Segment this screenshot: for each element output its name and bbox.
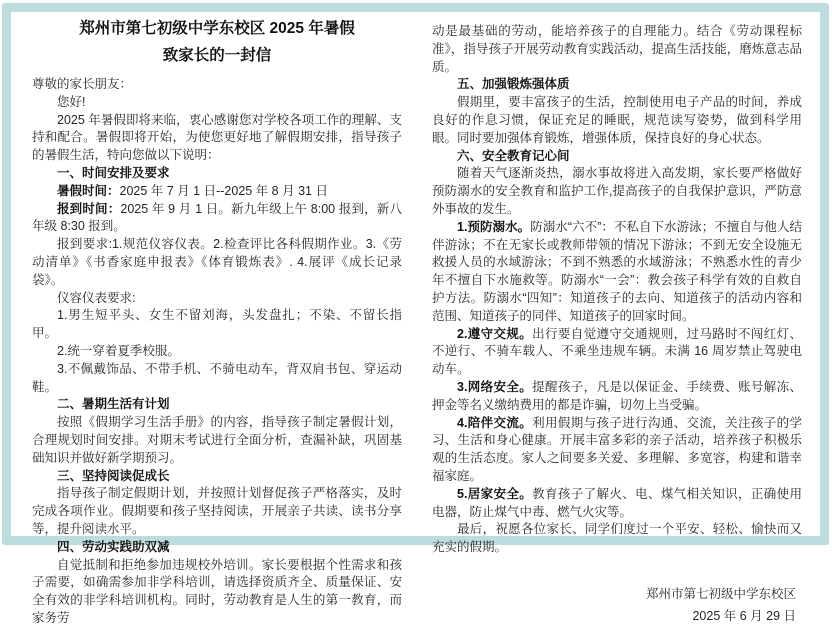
paragraph: 假期里，要丰富孩子的生活，控制使用电子产品的时间，养成良好的作息习惯，保证充足的睡眠，规范读写姿势，做到科学用眼。同时要加强体育锻炼，增强体质，保持良好的身心状态。 [432, 94, 802, 147]
left-column [32, 12, 402, 539]
paragraph: 4.陪伴交流。利用假期与孩子进行沟通、交流，关注孩子的学习、生活和身心健康。开展丰富多彩的亲子活动，培养孩子积极乐观的生活态度。家人之间要多关爱、多理解、多宽容，构建和谐幸福家庭。 [432, 415, 802, 486]
paragraph: 1.男生短平头、女生不留刘海，头发盘扎；不染、不留长指甲。 [32, 307, 402, 343]
paragraph-lead: 暑假时间： [57, 184, 120, 198]
section-heading: 五、加强锻炼强体质 [432, 76, 802, 94]
paragraph: 报到时间：2025 年 9 月 1 日。新九年级上午 8:00 报到，新八年级 8:30 报到。 [32, 201, 402, 237]
title-line-1: 郑州市第七初级中学东校区 2025 年暑假 [32, 15, 402, 42]
section-heading: 一、时间安排及要求 [32, 165, 402, 183]
signature-date: 2025 年 6 月 29 日 [432, 605, 796, 627]
signature-school: 郑州市第七初级中学东校区 [432, 583, 796, 605]
title-line-2: 致家长的一封信 [32, 42, 402, 69]
paragraph: 动是最基础的劳动，能培养孩子的自理能力。结合《劳动课程标准》，指导孩子开展劳动教育实践活动，提高生活技能，磨炼意志品质。 [432, 23, 802, 76]
paragraph-lead: 5.居家安全。 [457, 487, 532, 501]
section-heading: 四、劳动实践助双减 [32, 539, 402, 557]
paragraph: 您好! [32, 94, 402, 112]
letter-document [32, 12, 802, 539]
left-column-paragraphs [32, 76, 402, 628]
paragraph-lead: 4.陪伴交流。 [457, 416, 532, 430]
paragraph-lead: 报到时间： [57, 202, 120, 216]
document-title [32, 15, 402, 69]
paragraph: 自觉抵制和拒绝参加违规校外培训。家长要根据个性需求和孩子需要，如确需参加非学科培训，请选择资质齐全、质量保证、安全有效的非学科培训机构。同时，劳动教育是人生的第一教育，而家务劳 [32, 557, 402, 628]
section-heading: 六、安全教育记心间 [432, 148, 802, 166]
paragraph: 仪容仪表要求: [32, 290, 402, 308]
paragraph: 最后，祝愿各位家长、同学们度过一个平安、轻松、愉快而又充实的假期。 [432, 521, 802, 557]
paragraph-lead: 2.遵守交规。 [457, 327, 532, 341]
paragraph: 按照《假期学习生活手册》的内容，指导孩子制定暑假计划，合理规划时间安排。对期末考试进行全面分析，查漏补缺，巩固基础知识并做好新学期预习。 [32, 414, 402, 467]
paragraph: 随着天气逐渐炎热，溺水事故将进入高发期，家长要严格做好预防溺水的安全教育和监护工作,提高孩子的自我保护意识，严防意外事故的发生。 [432, 165, 802, 218]
section-heading: 二、暑期生活有计划 [32, 396, 402, 414]
paragraph: 3.不佩戴饰品、不带手机、不骑电动车，背双肩书包、穿运动鞋。 [32, 361, 402, 397]
signature-block [432, 583, 802, 627]
paragraph: 2025 年暑假即将来临，衷心感谢您对学校各项工作的理解、支持和配合。暑假即将开始，为使您更好地了解假期安排，指导孩子的暑假生活，特向您做以下说明： [32, 112, 402, 165]
paragraph: 1.预防溺水。防溺水“六不”：不私自下水游泳；不擅自与他人结伴游泳；不在无家长或教师带领的情况下游泳；不到无安全设施无救援人员的水域游泳；不到不熟悉的水域游泳；不熟悉水性的青少年不擅自下水施救等。防溺水“一会”：教会孩子科学有效的自救自护方法。防溺水“四知”：知道孩子的去向、知道孩子的活动内容和范围、知道孩子的同伴、知道孩子的回家时间。 [432, 219, 802, 326]
right-column-paragraphs [432, 23, 802, 557]
paragraph: 暑假时间：2025 年 7 月 1 日--2025 年 8 月 31 日 [32, 183, 402, 201]
paragraph-lead: 1.预防溺水。 [457, 220, 530, 234]
paragraph-lead: 3.网络安全。 [457, 380, 532, 394]
paragraph: 3.网络安全。提醒孩子，凡是以保证金、手续费、账号解冻、押金等名义缴纳费用的都是诈骗，切勿上当受骗。 [432, 379, 802, 415]
right-column [432, 12, 802, 539]
paragraph: 2.遵守交规。出行要自觉遵守交通规则，过马路时不闯红灯、不逆行、不骑车载人、不乘坐违规车辆。未满 16 周岁禁止驾驶电动车。 [432, 326, 802, 379]
paragraph: 指导孩子制定假期计划，并按照计划督促孩子严格落实，及时完成各项作业。假期要和孩子坚持阅读，开展亲子共读、读书分享等，提升阅读水平。 [32, 485, 402, 538]
paragraph: 2.统一穿着夏季校服。 [32, 343, 402, 361]
paragraph: 5.居家安全。教育孩子了解火、电、煤气相关知识，正确使用电器，防止煤气中毒、燃气火灾等。 [432, 486, 802, 522]
section-heading: 三、坚持阅读促成长 [32, 468, 402, 486]
paragraph: 尊敬的家长朋友： [32, 76, 402, 94]
paragraph: 报到要求:1.规范仪容仪表。2.检查评比各科假期作业。3.《劳动清单》《书香家庭申报表》《体育锻炼表》. 4.展评《成长记录袋》。 [32, 236, 402, 289]
